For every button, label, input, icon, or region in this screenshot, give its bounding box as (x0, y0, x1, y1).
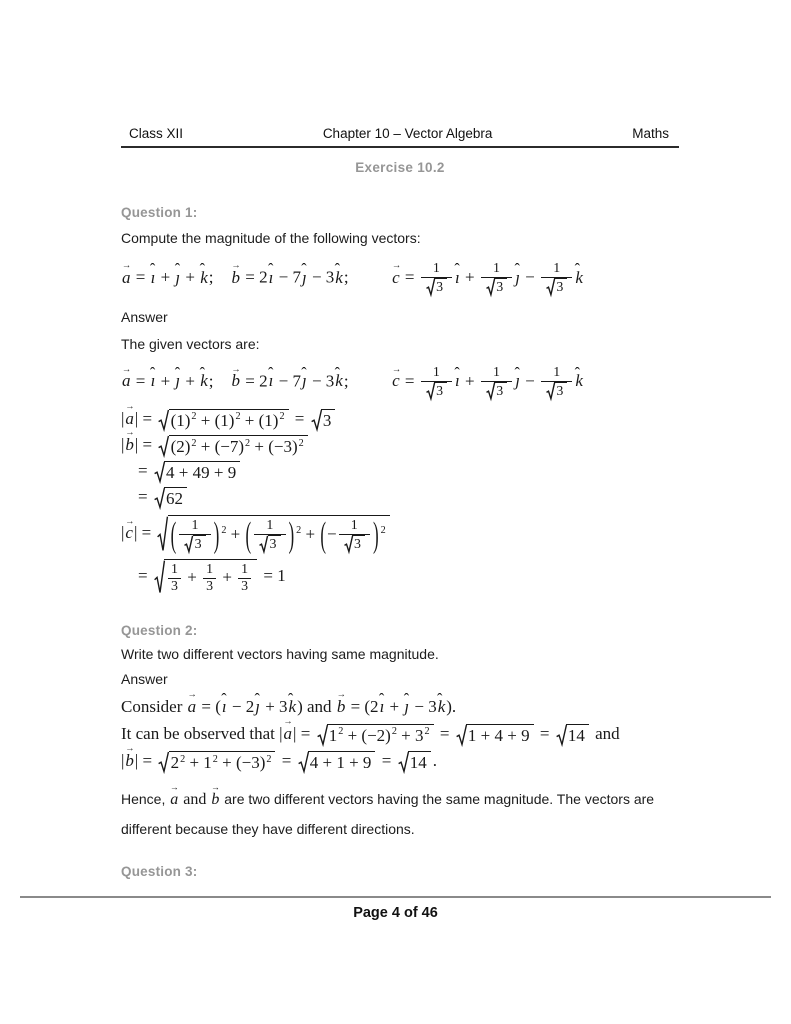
header-subject: Maths (632, 126, 669, 141)
q1-given-text: The given vectors are: (121, 335, 260, 352)
q1-answer-label: Answer (121, 309, 168, 326)
q2-observation-a-math: It can be observed that |a →| = $1^2 + (-2)^2 + 3^2$ = 1 + 4 + 9 = 14 and (121, 724, 679, 746)
header-chapter-title: Chapter 10 – Vector Algebra (322, 126, 493, 141)
page-number: Page 4 of 46 (353, 905, 438, 921)
header-class: Class XII (129, 126, 184, 141)
q2-consider-math: Consider a → = (ı ˆ − 2ȷ ˆ + 3k ˆ) and b → = (2ı ˆ + ȷ ˆ − 3k ˆ). (121, 697, 679, 717)
q2-hence-math: a → and b → (169, 791, 220, 808)
question-3-heading: Question 3: (121, 864, 198, 880)
q1-magnitude-b-step3-math: = 62 (138, 487, 679, 509)
q1-magnitude-c-step2-math: = $\frac{1}{3}$ + $\frac{1}{3}$ + $\frac{1}{3}$ = 1 (138, 559, 679, 595)
exercise-title: Exercise 10.2 (355, 160, 445, 175)
question-2-prompt: Write two different vectors having same magnitude. (121, 646, 439, 663)
q1-magnitude-a-math: |a →| = $(1)^2 + (1)^2 + (1)^2$ = 3 (121, 409, 679, 431)
q1-vectors-math: a → = ı ˆ + ȷ ˆ + k ˆ; b → = 2ı ˆ − 7ȷ ˆ − 3k ˆ; c → = $\frac{1}{3}$ ı ˆ + $\frac{1}{3}$ ȷ ˆ − $\frac{1}{3}$ k ˆ (121, 261, 679, 296)
q1-vectors-math-repeat: a → = ı ˆ + ȷ ˆ + k ˆ; b → = 2ı ˆ − 7ȷ ˆ − 3k ˆ; c → = $\frac{1}{3}$ ı ˆ + $\frac{1}{3}$ ȷ ˆ − $\frac{1}{3}$ k ˆ (121, 365, 679, 400)
question-2-heading: Question 2: (121, 623, 198, 639)
q2-hence-prefix: Hence, (121, 791, 170, 808)
page-footer (20, 896, 771, 921)
page-content (0, 126, 791, 879)
q1-magnitude-b-math: |b →| = $(2)^2 + (-7)^2 + (-3)^2$ (121, 435, 679, 457)
q1-magnitude-b-step2-math: = 4 + 49 + 9 (138, 461, 679, 483)
question-1-prompt: Compute the magnitude of the following vectors: (121, 230, 421, 246)
q2-observation-b-math: |b →| = $2^2 + 1^2 + (-3)^2$ = 4 + 1 + 9 = 14 . (121, 751, 679, 773)
q2-hence-suffix: are two different vectors having the same magnitude. The vectors are different because they have different directions. (121, 791, 655, 837)
q2-hence-paragraph (121, 785, 679, 842)
q2-answer-label: Answer (121, 670, 168, 687)
page-header (121, 126, 679, 148)
question-1-heading: Question 1: (121, 205, 198, 220)
q1-magnitude-c-math: |c →| = ( $\frac{1}{3}$ ) $^2$ + ( $\frac{1}{3}$ ) $^2$ + (− $\frac{1}{3}$ ) $^2$ (121, 515, 679, 553)
